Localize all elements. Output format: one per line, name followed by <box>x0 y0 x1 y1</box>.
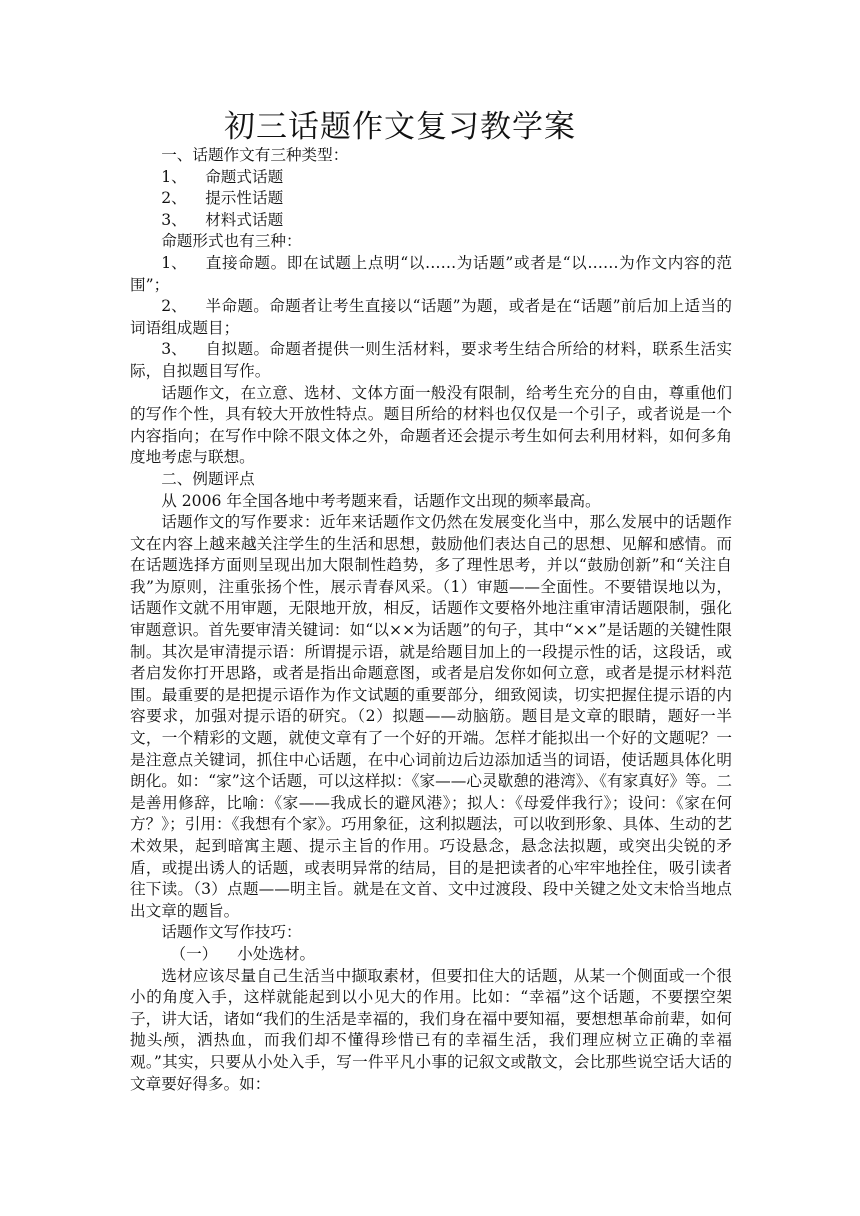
type-item-1 <box>130 167 732 189</box>
requirements-paragraph: 话题作文的写作要求：近年来话题作文仍然在发展变化当中，那么发展中的话题作文在内容上越来越关注学生的生活和思想，鼓励他们表达自己的思想、见解和感情。而在话题选择方面则呈现出加大限制性趋势，多了理性思考，并以“鼓励创新”和“关注自我”为原则，注重张扬个性，展示青春风采。（1）审题——全面性。不要错误地以为，话题作文就不用审题，无限地开放，相反，话题作文要格外地注重审清话题限制，强化审题意识。首先要审清关键词：如“以××为话题”的句子，其中“××”是话题的关键性限制。其次是审清提示语：所谓提示语，就是给题目加上的一段提示性的话，这段话，或者启发你打开思路，或者是指出命题意图，或者是启发你如何立意，或者是提示材料范围。最重要的是把提示语作为作文试题的重要部分，细致阅读，切实把握住提示语的内容要求，加强对提示语的研究。（2）拟题——动脑筋。题目是文章的眼睛，题好一半文，一个精彩的文题，就使文章有了一个好的开端。怎样才能拟出一个好的文题呢？一是注意点关键词，抓住中心话题，在中心词前边后边添加适当的词语，使话题具体化明朗化。如：“家”这个话题，可以这样拟：《家——心灵歇憩的港湾》、《有家真好》等。二是善用修辞，比喻：《家——我成长的避风港》；拟人：《母爱伴我行》；设问：《家在何方？》；引用：《我想有个家》。巧用象征，这利拟题法，可以收到形象、具体、生动的艺术效果，起到暗寓主题、提示主旨的作用。巧设悬念，悬念法拟题，或突出尖锐的矛盾，或提出诱人的话题，或表明异常的结局，目的是把读者的心牢牢地拴住，吸引读者往下读。（3）点题——明主旨。就是在文首、文中过渡段、段中关键之处文末恰当地点出文章的题旨。 <box>130 513 732 920</box>
section2-heading: 二、例题评点 <box>161 469 255 488</box>
type-item-3 <box>130 210 732 232</box>
forms-heading: 命题形式也有三种： <box>161 232 302 251</box>
skill1-paragraph: 选材应该尽量自己生活当中撷取素材，但要扣住大的话题，从某一个侧面或一个很小的角度入手，这样就能起到以小见大的作用。比如：“幸福”这个话题，不要摆空架子，讲大话，诸如“我们的生活是幸福的，我们身在福中要知福，要想想革命前辈，如何抛头颅，洒热血，而我们却不懂得珍惜已有的幸福生活，我们理应树立正确的幸福观。”其实，只要从小处入手，写一件平凡小事的记叙文或散文，会比那些说空话大话的文章要好得多。如： <box>130 966 732 1093</box>
type-item-1-text: 命题式话题 <box>205 167 284 186</box>
type-item-2-text: 提示性话题 <box>205 189 284 208</box>
form-item-3-text: 自拟题。命题者提供一则生活材料，要求考生结合所给的材料，联系生活实际，自拟题目写作。 <box>130 340 732 380</box>
type-item-3-text: 材料式话题 <box>205 210 284 229</box>
form-item-2-number: 2、 <box>161 297 187 316</box>
type-item-3-number: 3、 <box>161 210 187 229</box>
form-item-3-number: 3、 <box>161 340 187 359</box>
form-item-1 <box>130 253 732 296</box>
frequency-paragraph: 从 2006 年全国各地中考考题来看，话题作文出现的频率最高。 <box>161 491 601 510</box>
form-item-2 <box>130 296 732 339</box>
type-item-1-number: 1、 <box>161 167 187 186</box>
intro-paragraph: 话题作文，在立意、选材、文体方面一般没有限制，给考生充分的自由，尊重他们的写作个性，具有较大开放性特点。题目所给的材料也仅仅是一个引子，或者说是一个内容指向；在写作中除不限文体之外，命题者还会提示考生如何去利用材料，如何多角度地考虑与联想。 <box>130 383 732 467</box>
section1-heading: 一、话题作文有三种类型： <box>161 146 349 164</box>
form-item-1-text: 直接命题。即在试题上点明“以……为话题”或者是“以……为作文内容的范围”； <box>130 253 732 294</box>
form-item-3 <box>130 339 732 382</box>
skill1-text: 小处选材。 <box>237 944 316 963</box>
skill1-number: （一） <box>170 944 218 963</box>
form-item-1-number: 1、 <box>161 253 187 272</box>
type-item-2 <box>130 188 732 210</box>
form-item-2-text: 半命题。命题者让考生直接以“话题”为题，或者是在“话题”前后加上适当的词语组成题目； <box>130 297 732 337</box>
document-body <box>130 145 732 1095</box>
document-title: 初三话题作文复习教学案 <box>224 109 576 145</box>
type-item-2-number: 2、 <box>161 189 187 208</box>
skills-heading: 话题作文写作技巧： <box>161 923 302 942</box>
skill1-heading <box>130 944 732 966</box>
